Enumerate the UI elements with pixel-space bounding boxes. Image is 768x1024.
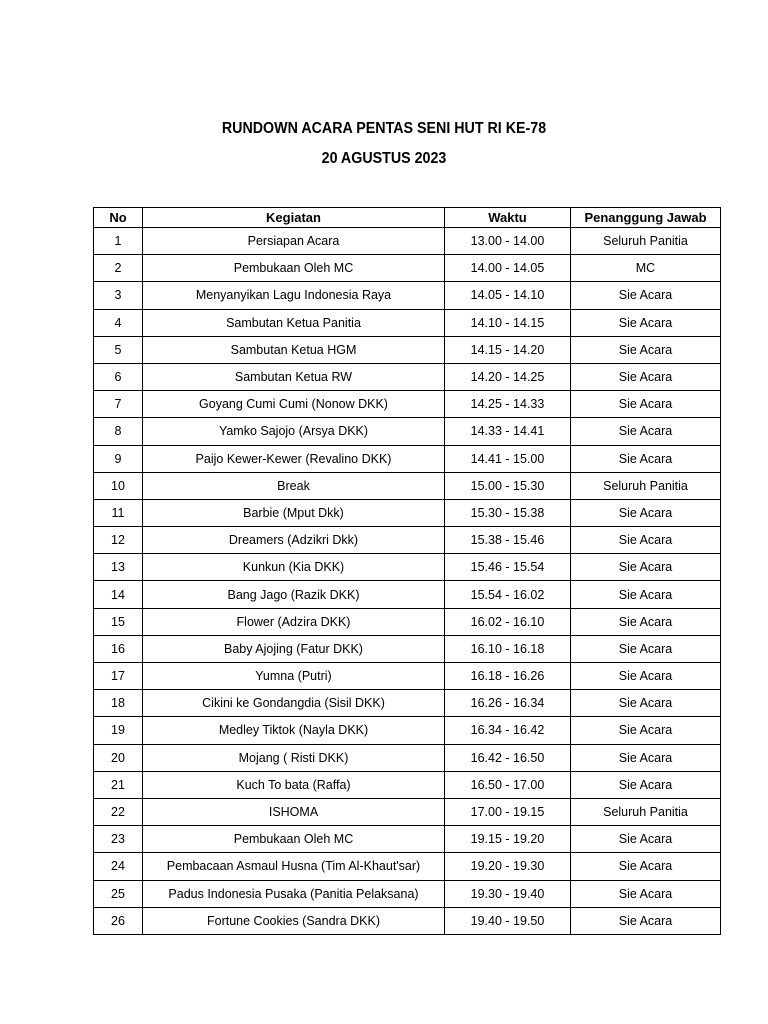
cell-no: 5 — [94, 336, 143, 363]
cell-waktu: 16.34 - 16.42 — [445, 717, 571, 744]
cell-no: 9 — [94, 445, 143, 472]
cell-kegiatan: Sambutan Ketua RW — [143, 363, 445, 390]
table-row — [94, 635, 721, 662]
cell-no: 23 — [94, 826, 143, 853]
document-date: 20 AGUSTUS 2023 — [321, 150, 447, 167]
cell-no: 10 — [94, 472, 143, 499]
table-body — [94, 228, 721, 935]
cell-kegiatan: Fortune Cookies (Sandra DKK) — [143, 907, 445, 934]
cell-waktu: 14.20 - 14.25 — [445, 363, 571, 390]
table-row — [94, 228, 721, 255]
cell-penanggung-jawab: Sie Acara — [571, 309, 721, 336]
cell-no: 19 — [94, 717, 143, 744]
cell-waktu: 16.26 - 16.34 — [445, 690, 571, 717]
table-row — [94, 744, 721, 771]
cell-no: 12 — [94, 527, 143, 554]
table-row — [94, 255, 721, 282]
cell-penanggung-jawab: Sie Acara — [571, 391, 721, 418]
cell-penanggung-jawab: Sie Acara — [571, 744, 721, 771]
cell-penanggung-jawab: Sie Acara — [571, 418, 721, 445]
cell-kegiatan: Mojang ( Risti DKK) — [143, 744, 445, 771]
cell-kegiatan: Padus Indonesia Pusaka (Panitia Pelaksana) — [143, 880, 445, 907]
cell-kegiatan: Yumna (Putri) — [143, 663, 445, 690]
cell-kegiatan: Kunkun (Kia DKK) — [143, 554, 445, 581]
cell-kegiatan: Pembukaan Oleh MC — [143, 826, 445, 853]
cell-waktu: 19.20 - 19.30 — [445, 853, 571, 880]
table-row — [94, 581, 721, 608]
cell-kegiatan: Dreamers (Adzikri Dkk) — [143, 527, 445, 554]
cell-kegiatan: Bang Jago (Razik DKK) — [143, 581, 445, 608]
cell-kegiatan: Sambutan Ketua HGM — [143, 336, 445, 363]
cell-penanggung-jawab: Sie Acara — [571, 907, 721, 934]
cell-waktu: 15.54 - 16.02 — [445, 581, 571, 608]
header-kegiatan: Kegiatan — [143, 208, 445, 228]
cell-waktu: 17.00 - 19.15 — [445, 798, 571, 825]
table-row — [94, 608, 721, 635]
cell-no: 7 — [94, 391, 143, 418]
header-no: No — [94, 208, 143, 228]
table-row — [94, 771, 721, 798]
cell-penanggung-jawab: Sie Acara — [571, 853, 721, 880]
cell-kegiatan: Persiapan Acara — [143, 228, 445, 255]
cell-waktu: 19.40 - 19.50 — [445, 907, 571, 934]
cell-no: 16 — [94, 635, 143, 662]
cell-waktu: 16.18 - 16.26 — [445, 663, 571, 690]
table-row — [94, 309, 721, 336]
table-row — [94, 363, 721, 390]
table-row — [94, 663, 721, 690]
cell-no: 22 — [94, 798, 143, 825]
cell-waktu: 14.41 - 15.00 — [445, 445, 571, 472]
table-row — [94, 853, 721, 880]
cell-kegiatan: Break — [143, 472, 445, 499]
cell-waktu: 13.00 - 14.00 — [445, 228, 571, 255]
table-row — [94, 445, 721, 472]
cell-waktu: 15.38 - 15.46 — [445, 527, 571, 554]
cell-no: 17 — [94, 663, 143, 690]
cell-waktu: 14.05 - 14.10 — [445, 282, 571, 309]
cell-penanggung-jawab: Sie Acara — [571, 363, 721, 390]
table-row — [94, 798, 721, 825]
cell-no: 2 — [94, 255, 143, 282]
cell-penanggung-jawab: Sie Acara — [571, 663, 721, 690]
cell-kegiatan: Sambutan Ketua Panitia — [143, 309, 445, 336]
cell-kegiatan: Menyanyikan Lagu Indonesia Raya — [143, 282, 445, 309]
header-waktu: Waktu — [445, 208, 571, 228]
cell-no: 21 — [94, 771, 143, 798]
cell-no: 11 — [94, 499, 143, 526]
cell-waktu: 16.50 - 17.00 — [445, 771, 571, 798]
cell-no: 24 — [94, 853, 143, 880]
table-header-row — [94, 208, 721, 228]
table-row — [94, 880, 721, 907]
cell-penanggung-jawab: Sie Acara — [571, 690, 721, 717]
table-row — [94, 336, 721, 363]
cell-penanggung-jawab: Sie Acara — [571, 581, 721, 608]
cell-penanggung-jawab: Sie Acara — [571, 499, 721, 526]
table-row — [94, 472, 721, 499]
table-row — [94, 499, 721, 526]
cell-penanggung-jawab: Sie Acara — [571, 717, 721, 744]
cell-penanggung-jawab: Sie Acara — [571, 527, 721, 554]
cell-penanggung-jawab: MC — [571, 255, 721, 282]
cell-penanggung-jawab: Seluruh Panitia — [571, 472, 721, 499]
cell-penanggung-jawab: Sie Acara — [571, 554, 721, 581]
cell-penanggung-jawab: Sie Acara — [571, 282, 721, 309]
cell-waktu: 16.10 - 16.18 — [445, 635, 571, 662]
cell-no: 1 — [94, 228, 143, 255]
cell-kegiatan: Baby Ajojing (Fatur DKK) — [143, 635, 445, 662]
cell-waktu: 14.33 - 14.41 — [445, 418, 571, 445]
table-row — [94, 690, 721, 717]
cell-waktu: 15.30 - 15.38 — [445, 499, 571, 526]
header-penanggung-jawab: Penanggung Jawab — [571, 208, 721, 228]
cell-kegiatan: Pembukaan Oleh MC — [143, 255, 445, 282]
cell-kegiatan: Medley Tiktok (Nayla DKK) — [143, 717, 445, 744]
cell-penanggung-jawab: Seluruh Panitia — [571, 228, 721, 255]
cell-no: 26 — [94, 907, 143, 934]
cell-kegiatan: ISHOMA — [143, 798, 445, 825]
cell-kegiatan: Paijo Kewer-Kewer (Revalino DKK) — [143, 445, 445, 472]
cell-no: 4 — [94, 309, 143, 336]
table-row — [94, 554, 721, 581]
table-row — [94, 527, 721, 554]
cell-waktu: 14.00 - 14.05 — [445, 255, 571, 282]
document-title: RUNDOWN ACARA PENTAS SENI HUT RI KE-78 — [221, 120, 547, 137]
table-row — [94, 418, 721, 445]
cell-penanggung-jawab: Sie Acara — [571, 826, 721, 853]
cell-no: 20 — [94, 744, 143, 771]
cell-no: 6 — [94, 363, 143, 390]
cell-kegiatan: Cikini ke Gondangdia (Sisil DKK) — [143, 690, 445, 717]
cell-kegiatan: Flower (Adzira DKK) — [143, 608, 445, 635]
cell-no: 25 — [94, 880, 143, 907]
cell-penanggung-jawab: Sie Acara — [571, 880, 721, 907]
cell-no: 3 — [94, 282, 143, 309]
cell-waktu: 14.10 - 14.15 — [445, 309, 571, 336]
cell-penanggung-jawab: Sie Acara — [571, 336, 721, 363]
cell-waktu: 15.46 - 15.54 — [445, 554, 571, 581]
cell-waktu: 16.42 - 16.50 — [445, 744, 571, 771]
cell-waktu: 19.15 - 19.20 — [445, 826, 571, 853]
cell-no: 15 — [94, 608, 143, 635]
cell-kegiatan: Kuch To bata (Raffa) — [143, 771, 445, 798]
cell-waktu: 14.25 - 14.33 — [445, 391, 571, 418]
table-row — [94, 717, 721, 744]
cell-no: 14 — [94, 581, 143, 608]
cell-waktu: 15.00 - 15.30 — [445, 472, 571, 499]
table-row — [94, 907, 721, 934]
cell-penanggung-jawab: Seluruh Panitia — [571, 798, 721, 825]
cell-kegiatan: Yamko Sajojo (Arsya DKK) — [143, 418, 445, 445]
cell-penanggung-jawab: Sie Acara — [571, 771, 721, 798]
cell-no: 8 — [94, 418, 143, 445]
table-row — [94, 282, 721, 309]
cell-penanggung-jawab: Sie Acara — [571, 635, 721, 662]
cell-no: 13 — [94, 554, 143, 581]
cell-kegiatan: Goyang Cumi Cumi (Nonow DKK) — [143, 391, 445, 418]
rundown-table — [93, 207, 721, 935]
cell-penanggung-jawab: Sie Acara — [571, 445, 721, 472]
cell-kegiatan: Pembacaan Asmaul Husna (Tim Al-Khaut'sar) — [143, 853, 445, 880]
cell-waktu: 16.02 - 16.10 — [445, 608, 571, 635]
cell-kegiatan: Barbie (Mput Dkk) — [143, 499, 445, 526]
cell-no: 18 — [94, 690, 143, 717]
cell-penanggung-jawab: Sie Acara — [571, 608, 721, 635]
table-row — [94, 826, 721, 853]
table-row — [94, 391, 721, 418]
cell-waktu: 19.30 - 19.40 — [445, 880, 571, 907]
cell-waktu: 14.15 - 14.20 — [445, 336, 571, 363]
